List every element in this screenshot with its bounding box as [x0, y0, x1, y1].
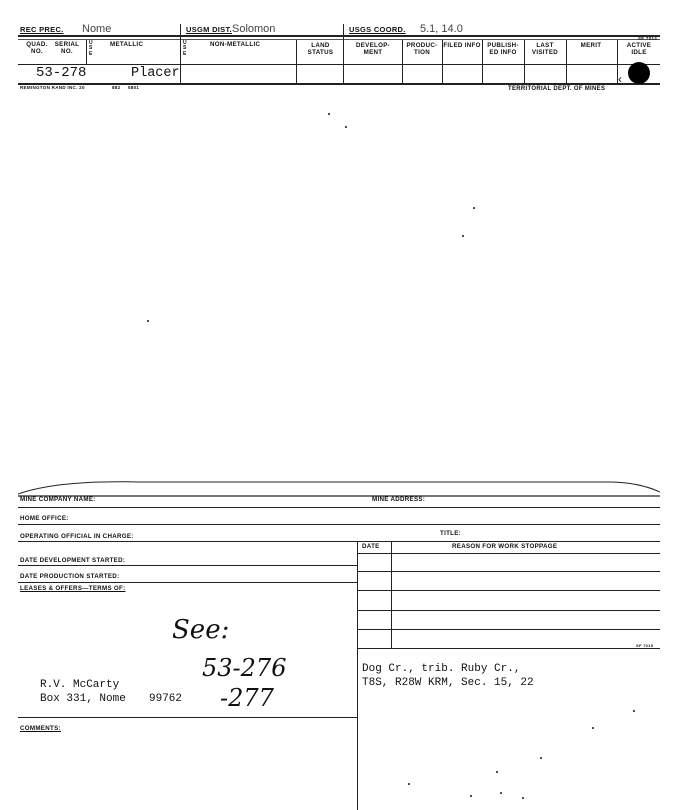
usgm-dist-label: USGM DIST.	[186, 25, 232, 34]
col-metallic: METALLIC	[110, 41, 144, 48]
col-published-info: PUBLISH- ED INFO	[487, 42, 519, 56]
mine-company-label: MINE COMPANY NAME:	[20, 496, 96, 503]
scan-speck	[473, 207, 475, 209]
usgs-coord-label: USGS COORD.	[349, 25, 406, 34]
owner-address: Box 331, Nome	[40, 693, 126, 705]
col-merit: MERIT	[580, 42, 602, 49]
location-line-2: T8S, R28W KRM, Sec. 15, 22	[362, 677, 534, 689]
col-production: PRODUC- TION	[406, 42, 438, 56]
scan-speck	[328, 113, 330, 115]
date-production-label: DATE PRODUCTION STARTED:	[20, 573, 120, 580]
usgs-coord-value: 5.1, 14.0	[420, 23, 463, 35]
handwritten-ref-1: 53-276	[202, 654, 287, 682]
active-tick-mark: ‹	[618, 72, 622, 86]
scan-speck	[462, 235, 464, 237]
title-label: TITLE:	[440, 530, 462, 537]
active-punch-mark	[628, 62, 650, 84]
operating-official-label: OPERATING OFFICIAL IN CHARGE:	[20, 533, 134, 540]
metallic-value: Placer	[131, 66, 180, 81]
col-land-status: LAND STATUS	[307, 42, 334, 56]
scan-speck	[592, 727, 594, 729]
col-last-visited: LAST VISITED	[531, 42, 559, 56]
imprint-code-2: 5801	[128, 85, 140, 90]
reason-label: REASON FOR WORK STOPPAGE	[452, 543, 558, 550]
scan-speck	[500, 792, 502, 794]
comments-label: COMMENTS:	[20, 725, 61, 732]
scan-speck	[470, 795, 472, 797]
scan-speck	[540, 757, 542, 759]
scan-speck	[633, 710, 635, 712]
rec-prec-label: REC PREC.	[20, 25, 64, 34]
col-use-nonmetallic: U S E	[183, 40, 187, 57]
rec-prec-value: Nome	[82, 23, 112, 35]
col-filed-info: FILED INFO	[443, 42, 481, 49]
scan-speck	[496, 771, 498, 773]
owner-name: R.V. McCarty	[40, 679, 120, 691]
owner-zip: 99762	[149, 693, 183, 705]
col-use-metallic: U S E	[89, 40, 93, 57]
scan-speck	[408, 783, 410, 785]
handwritten-see: See:	[172, 615, 230, 645]
scan-speck	[147, 320, 149, 322]
col-serial-no: SERIAL NO.	[54, 41, 80, 55]
territorial-dept-label: TERRITORIAL DEPT. OF MINES	[508, 86, 606, 92]
col-quad-no: QUAD. NO.	[26, 41, 48, 55]
printer-imprint: REMINGTON RAND INC. 20	[20, 85, 85, 90]
date-col-label: DATE	[362, 543, 380, 550]
location-line-1: Dog Cr., trib. Ruby Cr.,	[362, 663, 521, 675]
card-top-edge	[18, 476, 660, 498]
col-nonmetallic: NON-METALLIC	[210, 41, 261, 48]
leases-offers-label: LEASES & OFFERS—TERMS OF:	[20, 585, 126, 592]
quad-serial-value: 53-278	[36, 65, 87, 81]
imprint-code-1: 882	[112, 85, 121, 90]
mine-address-label: MINE ADDRESS:	[372, 496, 426, 503]
col-development: DEVELOP- MENT	[355, 42, 391, 56]
home-office-label: HOME OFFICE:	[20, 515, 69, 522]
scan-speck	[522, 797, 524, 799]
handwritten-ref-2: -277	[220, 684, 274, 712]
form-number-bottom: SF 7015	[636, 643, 654, 648]
scan-speck	[345, 126, 347, 128]
col-active-idle: ACTIVE IDLE	[626, 42, 652, 56]
usgm-dist-value: Solomon	[232, 23, 276, 35]
form-number-top: SF 7014	[638, 36, 658, 41]
date-development-label: DATE DEVELOPMENT STARTED:	[20, 557, 126, 564]
